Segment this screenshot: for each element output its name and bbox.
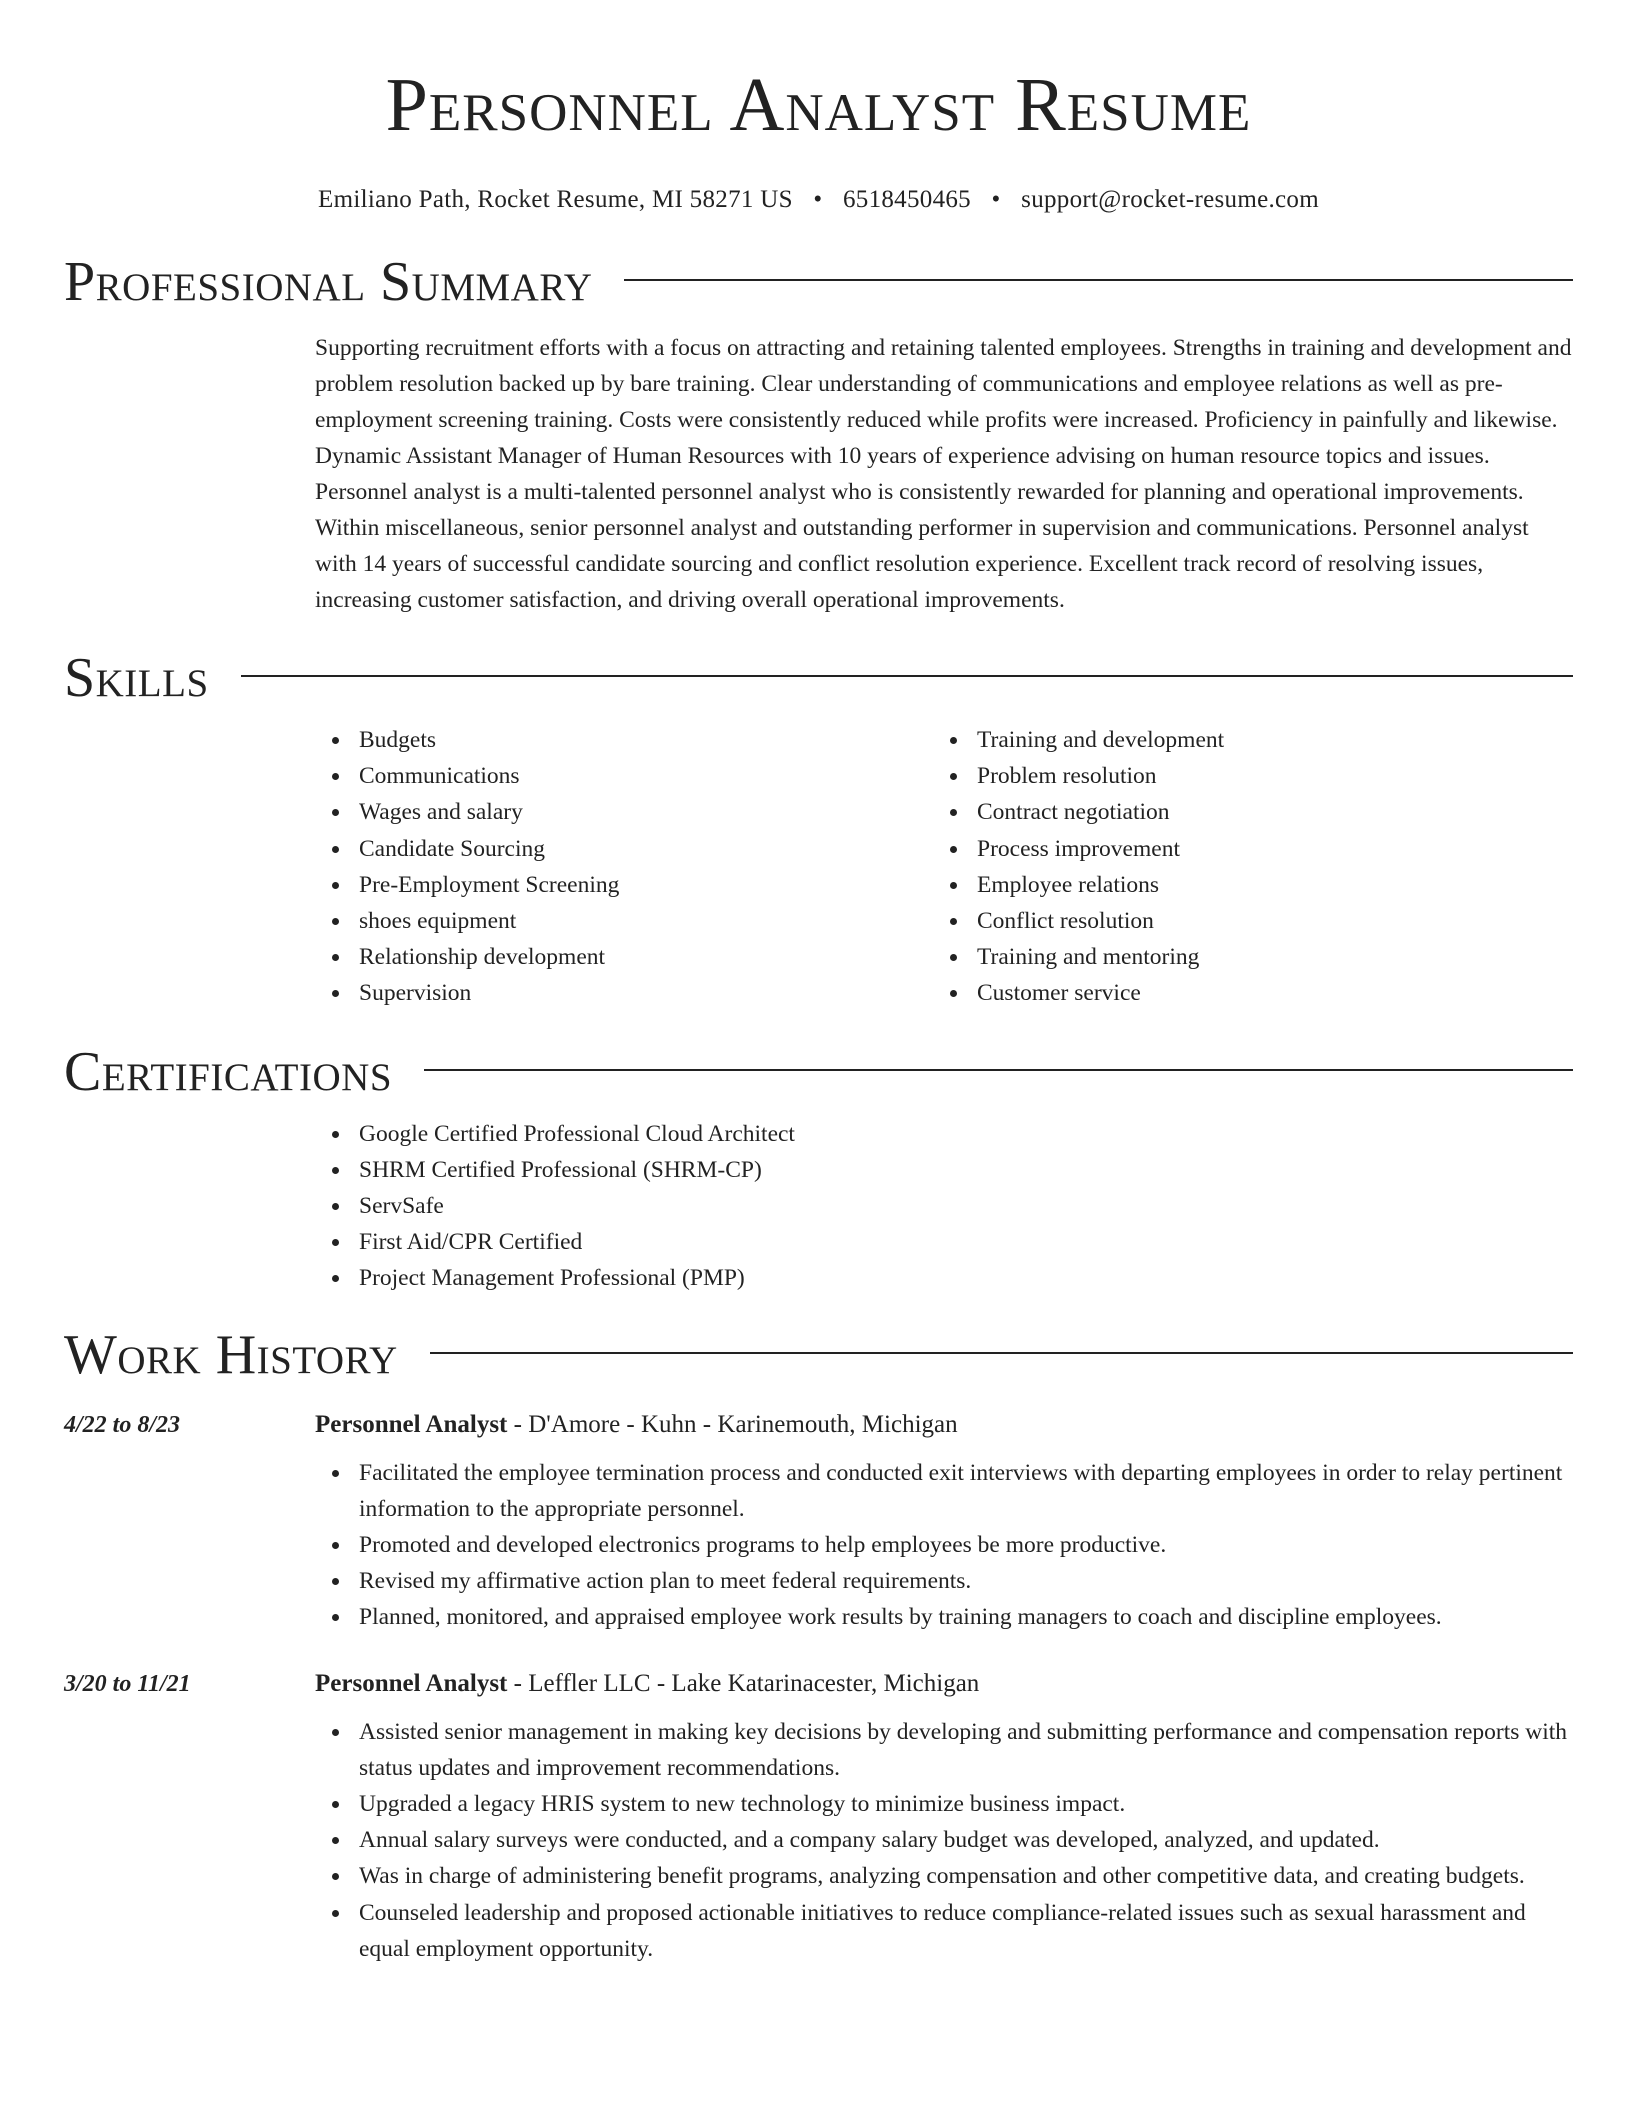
skills-list-left [315,722,933,1012]
skill-item: Employee relations [977,867,1551,903]
contact-phone: 6518450465 [842,186,971,213]
skill-item: Budgets [359,722,933,758]
job-employer: - Leffler LLC - Lake Katarinacester, Michigan [507,1669,980,1697]
contact-separator: • [991,186,1001,213]
job-title-line [315,1668,979,1700]
job-bullet: Facilitated the employee termination process and conducted exit interviews with departing employees in order to relay pertinent information to the appropriate personnel. [359,1455,1573,1527]
job-entry [64,1668,1573,1967]
contact-separator: • [813,186,823,213]
skills-grid [315,722,1573,1012]
skill-item: Process improvement [977,831,1551,867]
summary-text: Supporting recruitment efforts with a focus on attracting and retaining talented employees. Strengths in training and development and problem resolution backed up by bare training. Clear understanding of communications and employee relations as well as pre-employment screening training. Costs were consistently reduced while profits were increased. Proficiency in painfully and likewise. Dynamic Assistant Manager of Human Resources with 10 years of experience advising on human resource topics and issues. Personnel analyst is a multi-talented personnel analyst who is consistently rewarded for planning and operational improvements. Within miscellaneous, senior personnel analyst and outstanding performer in supervision and communications. Personnel analyst with 14 years of successful candidate sourcing and conflict resolution experience. Excellent track record of resolving issues, increasing customer satisfaction, and driving overall operational improvements. [315,335,1572,613]
skill-item: Supervision [359,975,933,1011]
job-title: Personnel Analyst [315,1669,508,1697]
summary-body [315,330,1573,618]
contact-line [64,184,1573,216]
certification-item: ServSafe [359,1188,1573,1224]
job-title-line [315,1409,958,1441]
skill-item: Communications [359,758,933,794]
job-bullets [315,1455,1573,1636]
skill-item: Pre-Employment Screening [359,867,933,903]
job-header [64,1409,1573,1441]
job-title: Personnel Analyst [315,1410,508,1438]
job-bullet: Upgraded a legacy HRIS system to new technology to minimize business impact. [359,1786,1573,1822]
work-section-header [64,1323,1573,1387]
certifications-heading: Certifications [64,1040,393,1103]
page-title: Personnel Analyst Resume [385,63,1252,147]
job-bullet: Was in charge of administering benefit programs, analyzing compensation and other competitive data, and creating budgets. [359,1858,1573,1894]
job-bullet: Counseled leadership and proposed actionable initiatives to reduce compliance-related issues such as sexual harassment and equal employment opportunity. [359,1895,1573,1967]
skill-item: Customer service [977,975,1551,1011]
skill-item: Candidate Sourcing [359,831,933,867]
skill-item: Training and mentoring [977,939,1551,975]
skill-item: Wages and salary [359,794,933,830]
section-divider [241,675,1573,677]
skill-item: Problem resolution [977,758,1551,794]
certification-item: Google Certified Professional Cloud Architect [359,1116,1573,1152]
job-bullet: Planned, monitored, and appraised employee work results by training managers to coach and discipline employees. [359,1599,1573,1635]
resume-page [64,0,1573,1967]
certifications-list [315,1116,1573,1297]
certification-item: Project Management Professional (PMP) [359,1260,1573,1296]
summary-heading: Professional Summary [64,251,593,313]
skills-column-right [933,722,1551,1012]
section-divider [624,279,1573,281]
section-divider [430,1352,1573,1354]
job-bullet: Assisted senior management in making key decisions by developing and submitting performance and compensation reports with status updates and improvement recommendations. [359,1714,1573,1786]
section-divider [424,1069,1573,1071]
skill-item: shoes equipment [359,903,933,939]
job-bullet-list [315,1714,1573,1967]
skill-item: Relationship development [359,939,933,975]
job-entry [64,1409,1573,1636]
job-dates: 4/22 to 8/23 [64,1411,181,1438]
skill-item: Contract negotiation [977,794,1551,830]
certifications-section-header [64,1040,1573,1104]
job-bullet-list [315,1455,1573,1636]
work-heading: Work History [64,1323,398,1386]
skill-item: Conflict resolution [977,903,1551,939]
skills-section-header [64,646,1573,710]
certification-item: First Aid/CPR Certified [359,1224,1573,1260]
summary-section-header [64,250,1573,314]
job-dates: 3/20 to 11/21 [64,1670,191,1697]
certification-item: SHRM Certified Professional (SHRM-CP) [359,1152,1573,1188]
contact-address: Emiliano Path, Rocket Resume, MI 58271 US [318,186,793,213]
skills-column-left [315,722,933,1012]
job-header [64,1668,1573,1700]
job-bullet: Promoted and developed electronics programs to help employees be more productive. [359,1527,1573,1563]
job-employer: - D'Amore - Kuhn - Karinemouth, Michigan [507,1410,958,1438]
skill-item: Training and development [977,722,1551,758]
contact-email: support@rocket-resume.com [1021,186,1319,213]
job-bullets [315,1714,1573,1967]
skills-list-right [933,722,1551,1012]
skills-heading: Skills [64,647,209,709]
job-bullet: Revised my affirmative action plan to meet federal requirements. [359,1563,1573,1599]
job-bullet: Annual salary surveys were conducted, and a company salary budget was developed, analyzed, and updated. [359,1822,1573,1858]
certifications-body [315,1116,1573,1297]
